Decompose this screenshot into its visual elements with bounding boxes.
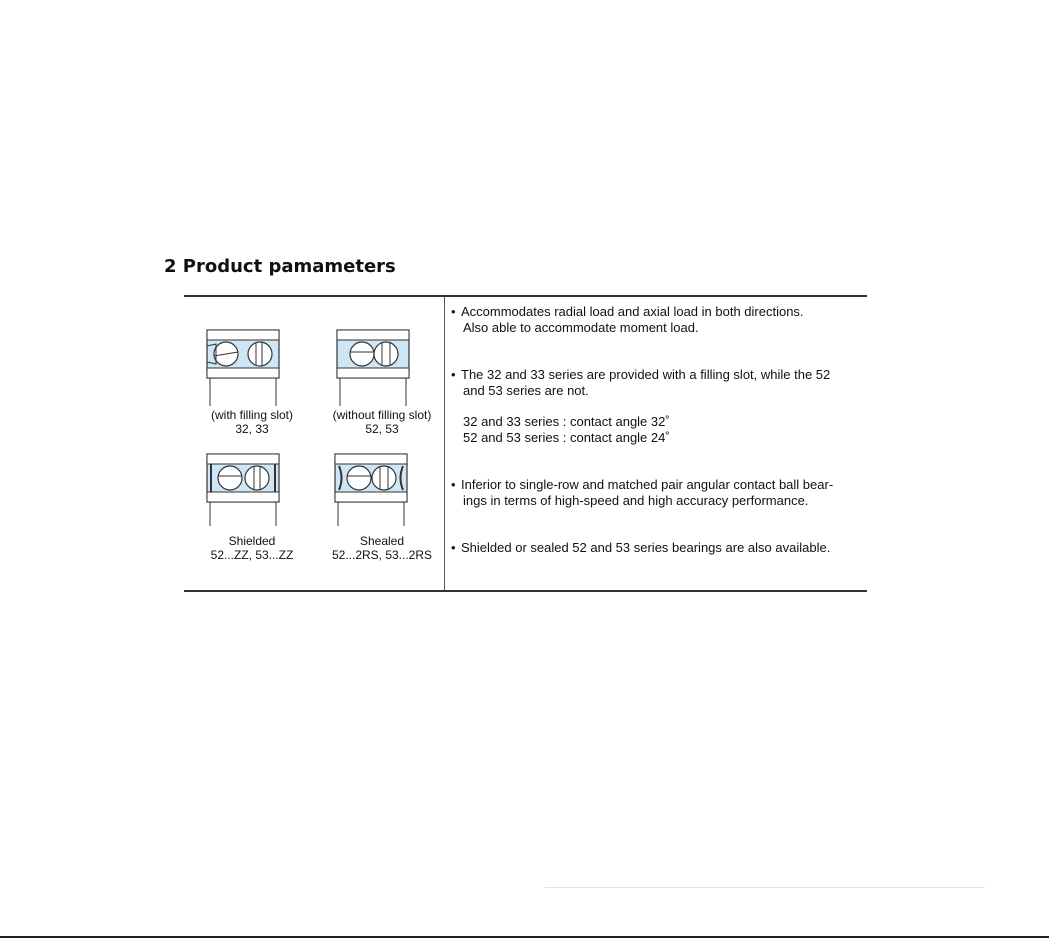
top-rule (184, 295, 867, 297)
feature-text: Inferior to single-row and matched pair angular contact ball bear- (461, 477, 834, 492)
footer-divider (545, 887, 985, 888)
feature-text-continued: ings in terms of high-speed and high accuracy performance. (463, 493, 809, 508)
bullet-icon: • (451, 304, 456, 319)
bearing-sealed-icon (332, 452, 432, 532)
feature-text: Accommodates radial load and axial load in both directions. (461, 304, 804, 319)
feature-text: Shielded or sealed 52 and 53 series bearings are also available. (461, 540, 831, 555)
diagram-series: 52...ZZ, 53...ZZ (210, 548, 294, 562)
diagram-series: 52, 53 (365, 422, 399, 436)
bullet-icon: • (451, 367, 456, 382)
bearing-no-slot-icon (332, 328, 432, 408)
feature-text-continued: and 53 series are not. (463, 383, 589, 398)
bottom-rule (184, 590, 867, 592)
feature-text-continued: Also able to accommodate moment load. (463, 320, 699, 335)
bearing-filling-slot-icon (202, 328, 302, 408)
feature-item (451, 367, 830, 383)
feature-item (451, 477, 833, 493)
diagram-caption: Shealed (359, 534, 405, 548)
contact-angle-52-53: 52 and 53 series : contact angle 24˚ (463, 430, 670, 445)
feature-item (451, 540, 830, 556)
bullet-icon: • (451, 477, 456, 492)
diagram-series: 32, 33 (235, 422, 269, 436)
diagram-caption: (with filling slot) (210, 408, 294, 422)
contact-angle-32-33: 32 and 33 series : contact angle 32˚ (463, 414, 670, 429)
diagram-caption: (without filling slot) (332, 408, 432, 422)
bearing-shielded-icon (202, 452, 302, 532)
bearing-spec-figure (184, 295, 867, 593)
section-title: 2 Product pamameters (164, 256, 396, 277)
bullet-icon: • (451, 540, 456, 555)
feature-text: The 32 and 33 series are provided with a filling slot, while the 52 (461, 367, 831, 382)
feature-item (451, 304, 804, 320)
diagram-series: 52...2RS, 53...2RS (331, 548, 433, 562)
diagram-caption: Shielded (228, 534, 276, 548)
